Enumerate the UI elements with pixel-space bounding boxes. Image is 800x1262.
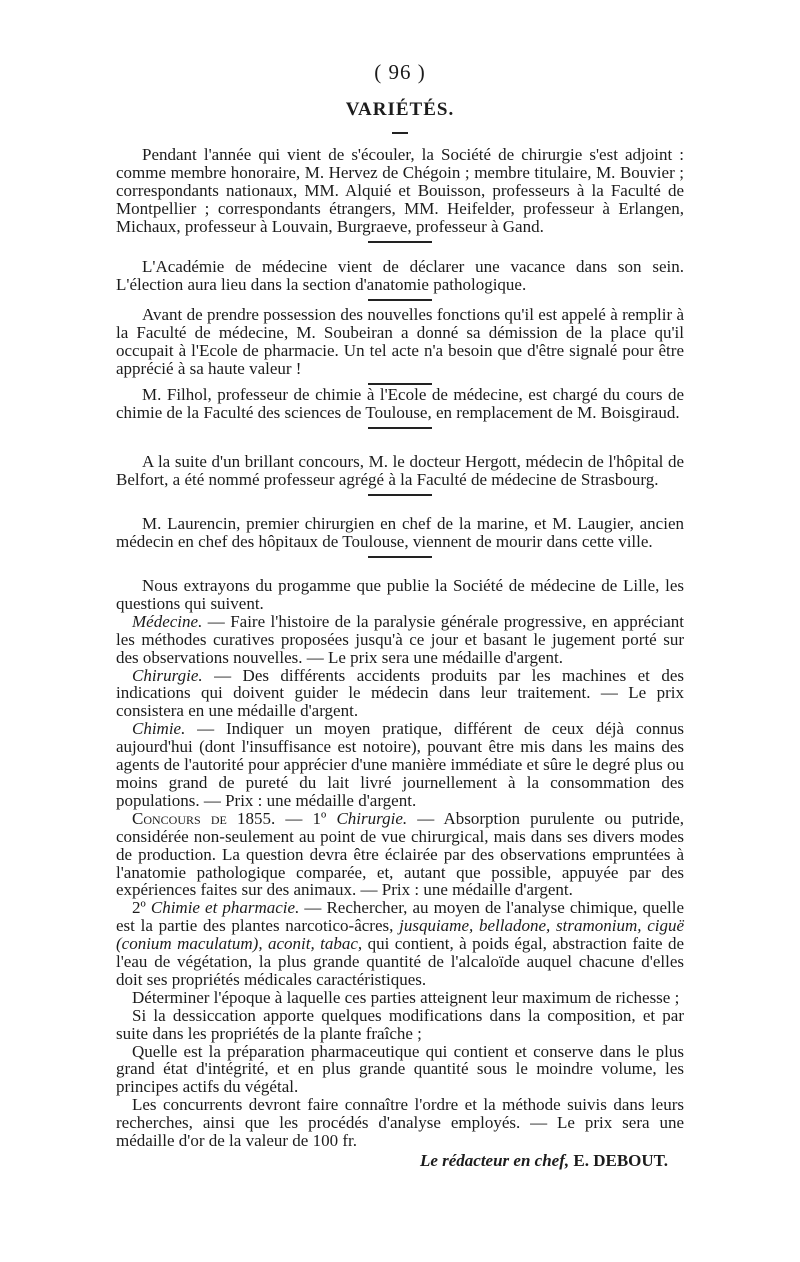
paragraph-block-4 <box>116 386 684 435</box>
concours-1855 <box>116 810 684 900</box>
pharmacie-label: Chimie et pharmacie. <box>150 898 300 918</box>
pharmacie-text-a: — Rechercher, au moyen de l'analyse chimique, quelle est la partie des plantes narcotico-âcres, <box>116 898 684 936</box>
signature-name: E. DEBOUT. <box>573 1151 668 1170</box>
concours-pharmacie <box>116 899 684 989</box>
page-number: ( 96 ) <box>374 60 426 84</box>
question-determiner: Déterminer l'époque à laquelle ces parties atteignent leur maximum de richesse ; <box>132 987 680 1007</box>
paragraph-block-6 <box>116 515 684 564</box>
news-paragraph-filhol: M. Filhol, professeur de chimie à l'Ecole de médecine, est chargé du cours de chimie de la Faculté des sciences de Toulouse, en remplacement de M. Boisgiraud. <box>116 385 684 422</box>
section-heading: VARIÉTÉS. <box>345 99 455 120</box>
news-paragraph-lille: Nous extrayons du progamme que publie la Société de médecine de Lille, les questions qui suivent. <box>116 576 684 613</box>
separator-rule <box>368 241 432 243</box>
question-text: — Faire l'histoire de la paralysie générale progressive, en appréciant les méthodes curatives proposées jusqu'à ce jour et basant le jugement porté sur des observations nouvelles. — Le prix sera une médaille d'argent. <box>116 611 685 667</box>
question-dessiccation: Si la dessiccation apporte quelques modifications dans la composition, et par suite dans les propriétés de la plante fraîche ; <box>116 1005 684 1043</box>
question-label: Chirurgie. <box>132 665 203 685</box>
question-text: — Des différents accidents produits par les machines et des indications qui doivent guider le médecin dans leur traitement. — Le prix consistera en une médaille d'argent. <box>116 665 685 721</box>
news-paragraph-laurencin: M. Laurencin, premier chirurgien en chef de la marine, et M. Laugier, ancien médecin en chef des hôpitaux de Toulouse, viennent de mourir dans cette ville. <box>116 514 684 551</box>
paragraph-block-5 <box>116 453 684 502</box>
separator-rule <box>368 427 432 429</box>
pharmacie-plants: jusquiame, belladone, stramonium, ciguë (conium maculatum), aconit, tabac, <box>116 916 685 954</box>
separator-rule <box>368 494 432 496</box>
news-paragraph-hergott: A la suite d'un brillant concours, M. le docteur Hergott, médecin de l'hôpital de Belfort, a été nommé professeur agrégé à la Faculté de médecine de Strasbourg. <box>116 452 684 489</box>
question-text: — Indiquer un moyen pratique, différent de ceux déjà connus aujourd'hui (dont l'insuffisance est notoire), pouvant être mis dans les mains des agents de l'autorité pour apprécier d'une manière immédiate et sûre le degré plus ou moins grand de pureté du lait livré journellement à la consommation des populations. — Prix : une médaille d'argent. <box>116 719 685 810</box>
signature-role: Le rédacteur en chef, <box>419 1151 570 1170</box>
concours-text: — Absorption purulente ou putride, considérée non-seulement au point de vue chirurgical, mais dans ses divers modes de production. La question devra être éclairée par des observations empruntées à l'anatomie pathologique comparée, et, autant que possible, appuyée par des expériences faites sur des animaux. — Prix : une médaille d'argent. <box>116 808 685 900</box>
concurrents-note: Les concurrents devront faire connaître l'ordre et la méthode suivis dans leurs recherches, ainsi que les procédés d'analyse employés. — Le prix sera une médaille d'or de la valeur de 100 fr. <box>116 1095 684 1151</box>
pharmacie-text-b: qui contient, à poids égal, abstraction faite de l'eau de végétation, la plus grande quantité de l'alcaloïde auquel chacune d'elles doit ses propriétés médicales caractéristiques. <box>116 934 684 989</box>
news-paragraph-academie: L'Académie de médecine vient de déclarer une vacance dans son sein. L'élection aura lieu dans la section d'anatomie pathologique. <box>116 257 684 294</box>
concours-number: — 1º <box>285 808 327 828</box>
question-label: Chimie. <box>132 719 186 739</box>
question-preparation: Quelle est la préparation pharmaceutique qui contient et conserve dans le plus grand état d'intégrité, et en plus grande quantité sous le moindre volume, les principes actifs du végétal. <box>116 1041 684 1097</box>
question-chimie <box>116 720 684 810</box>
paragraph-block-1 <box>116 146 684 249</box>
news-paragraph-societe-chirurgie: Pendant l'année qui vient de s'écouler, la Société de chirurgie s'est adjoint : comme membre honoraire, M. Hervez de Chégoin ; membre titulaire, M. Bouvier ; correspondants nationaux, MM. Alquié et Bouisson, professeurs à la Faculté de Montpellier ; correspondants étrangers, MM. Heifelder, professeur à Erlangen, Michaux, professeur à Louvain, Burgraeve, professeur à Gand. <box>116 145 684 236</box>
concours-subject: Chirurgie. <box>336 808 408 828</box>
paragraph-block-2 <box>116 258 684 307</box>
signature <box>420 1151 668 1171</box>
paragraph-block-7 <box>116 577 684 1150</box>
separator-rule <box>368 299 432 301</box>
news-paragraph-soubeiran: Avant de prendre possession des nouvelles fonctions qu'il est appelé à remplir à la Faculté de médecine, M. Soubeiran a donné sa démission de la place qu'il occupait à l'Ecole de pharmacie. Un tel acte n'a besoin que d'être signalé pour être apprécié à sa haute valeur ! <box>116 305 684 378</box>
question-label: Médecine. <box>132 611 203 631</box>
paragraph-block-3 <box>116 306 684 391</box>
question-medecine <box>116 613 684 667</box>
pharmacie-number: 2º <box>132 898 146 918</box>
separator-rule <box>368 556 432 558</box>
concours-label: Concours de 1855. <box>132 808 276 828</box>
question-chirurgie <box>116 667 684 721</box>
heading-dash <box>392 132 408 134</box>
